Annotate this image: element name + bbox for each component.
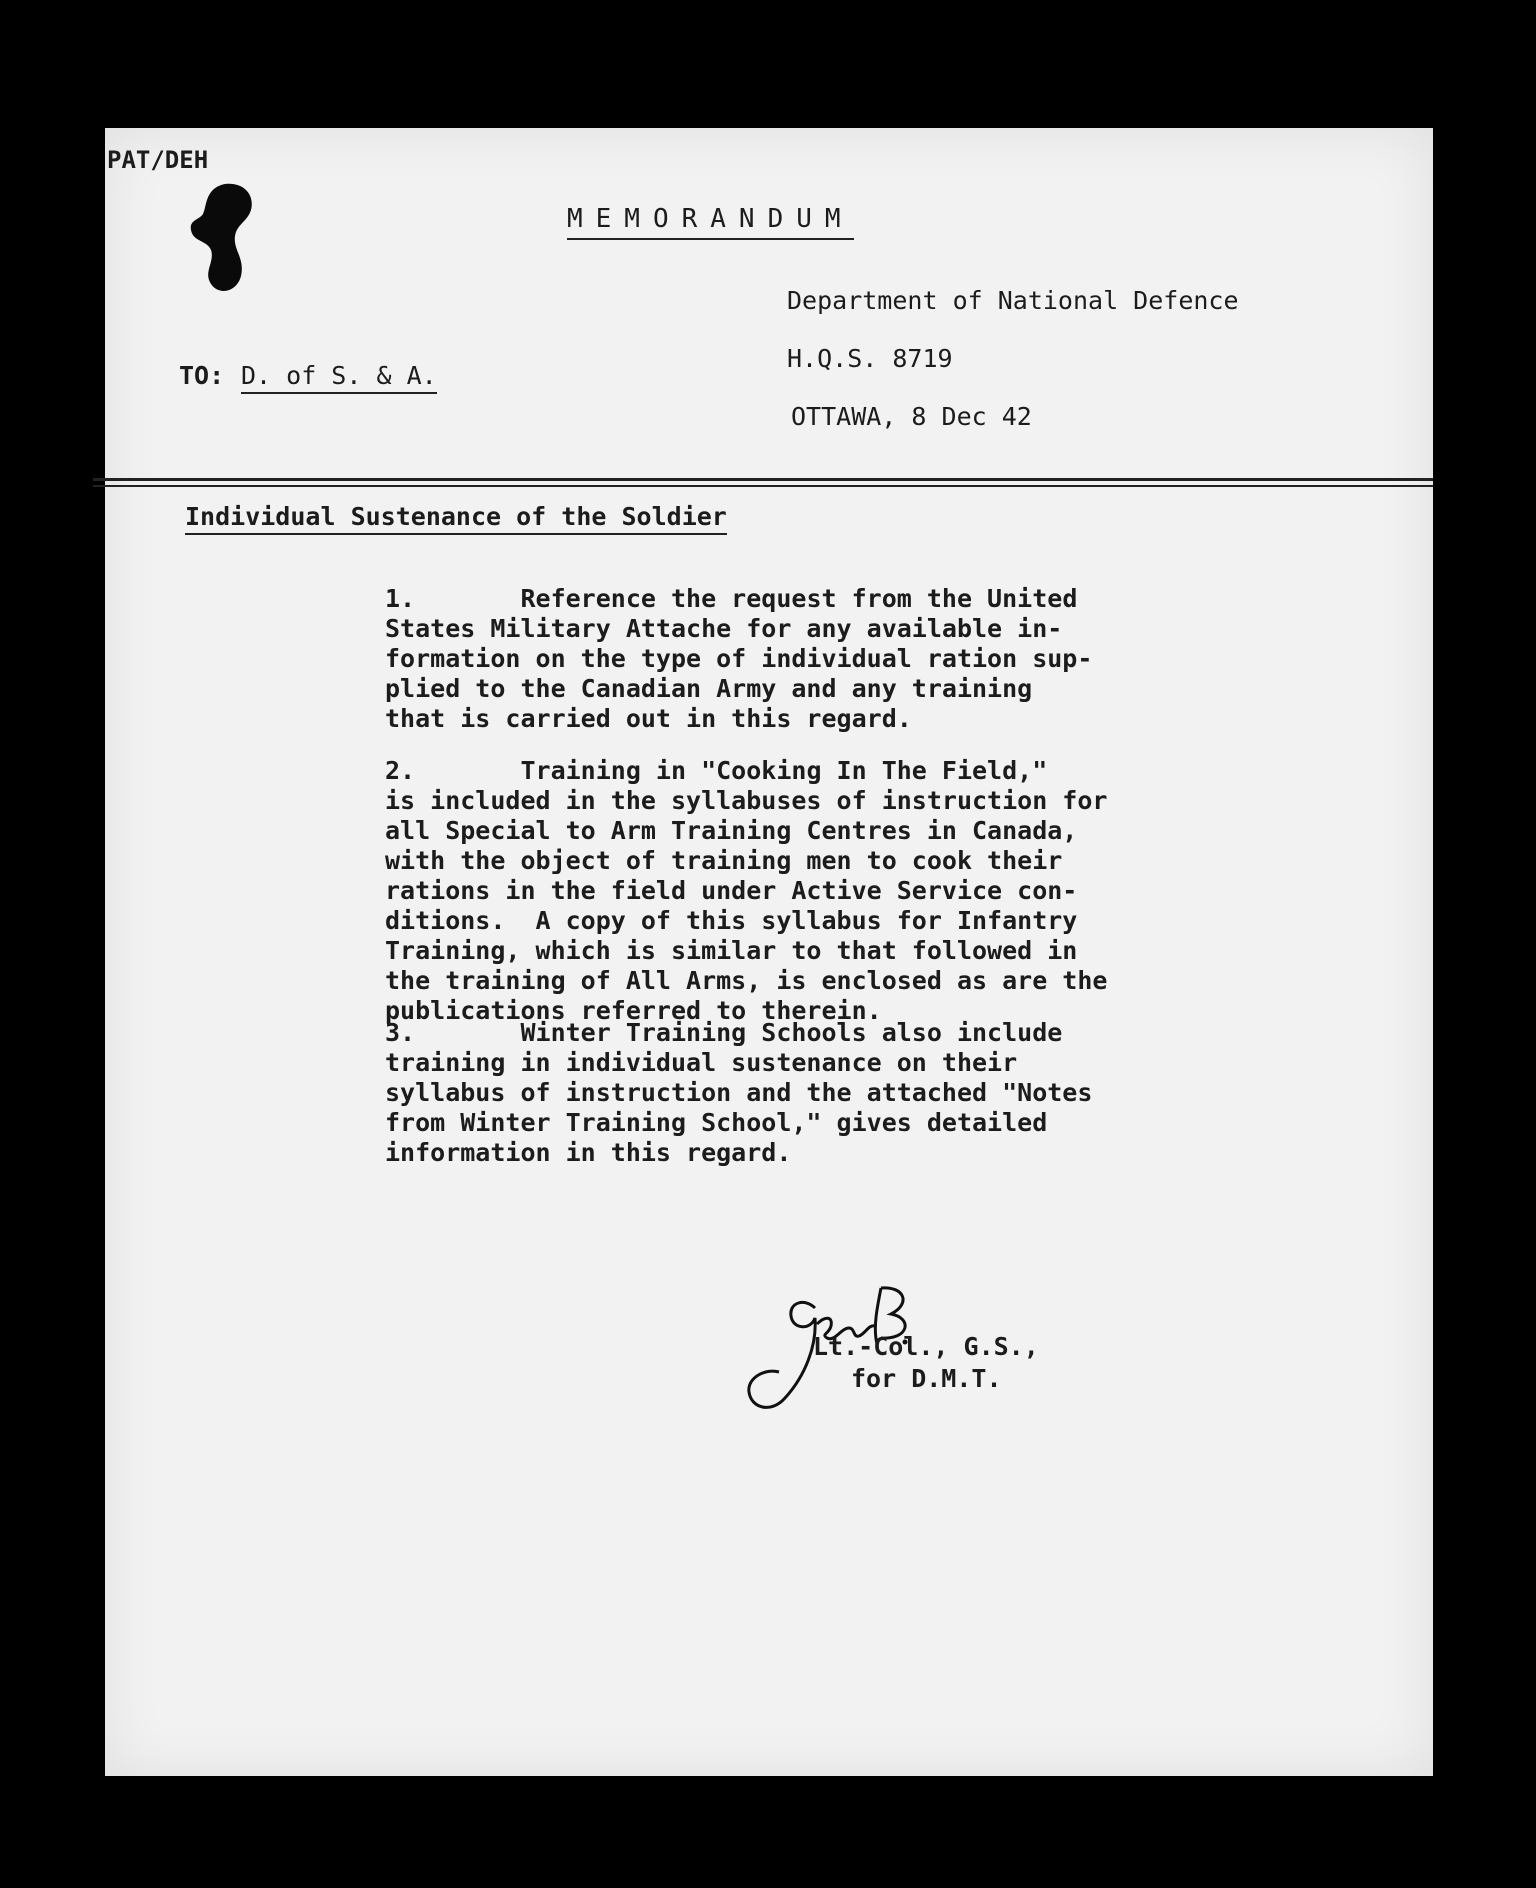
paragraph-line: the training of All Arms, is enclosed as are the [385,966,1108,995]
memo-subject: Individual Sustenance of the Soldier [185,502,727,535]
paragraph-line: from Winter Training School," gives detailed [385,1108,1048,1137]
paragraph-line: is included in the syllabuses of instruction for [385,786,1108,815]
paragraph-line: Reference the request from the United [520,584,1078,613]
paragraph-line: plied to the Canadian Army and any training [385,674,1033,703]
paragraph-line: syllabus of instruction and the attached "Notes [385,1078,1093,1107]
paragraph-line: publications referred to therein. [385,996,882,1025]
paragraph-line: States Military Attache for any available in- [385,614,1063,643]
paragraph-line: ditions. A copy of this syllabus for Infantry [385,906,1078,935]
file-number: H.Q.S. 8719 [787,344,953,373]
paragraph-line: with the object of training men to cook their [385,846,1063,875]
place-date: OTTAWA, 8 Dec 42 [791,402,1032,431]
paragraph-2 [385,756,1305,1026]
paragraph-line: Training in "Cooking In The Field," [520,756,1048,785]
paragraph-line: training in individual sustenance on their [385,1048,1018,1077]
recipient-label: TO: [179,361,225,390]
typist-initials: PAT/DEH [107,146,209,174]
paragraph-1 [385,584,1305,734]
header-divider-bottom [93,485,1433,487]
paragraph-line: information in this regard. [385,1138,792,1167]
paragraph-line: that is carried out in this regard. [385,704,912,733]
paragraph-number: 1. [385,584,416,613]
signatory-office: for D.M.T. [851,1364,1002,1393]
recipient-value: D. of S. & A. [241,361,437,394]
paragraph-line: Winter Training Schools also include [520,1018,1063,1047]
signatory-rank: Lt.-Col., G.S., [813,1332,1039,1361]
paragraph-number: 3. [385,1018,416,1047]
paragraph-line: formation on the type of individual ration sup- [385,644,1093,673]
paragraph-line: rations in the field under Active Service con- [385,876,1078,905]
memo-title: MEMORANDUM [567,204,854,240]
paragraph-3 [385,1018,1305,1168]
ink-blot-mark [185,180,265,300]
paragraph-line: all Special to Arm Training Centres in Canada, [385,816,1078,845]
department-name: Department of National Defence [787,286,1239,315]
memo-page [105,128,1433,1776]
paragraph-line: Training, which is similar to that followed in [385,936,1078,965]
paragraph-number: 2. [385,756,416,785]
header-divider-top [93,478,1433,481]
